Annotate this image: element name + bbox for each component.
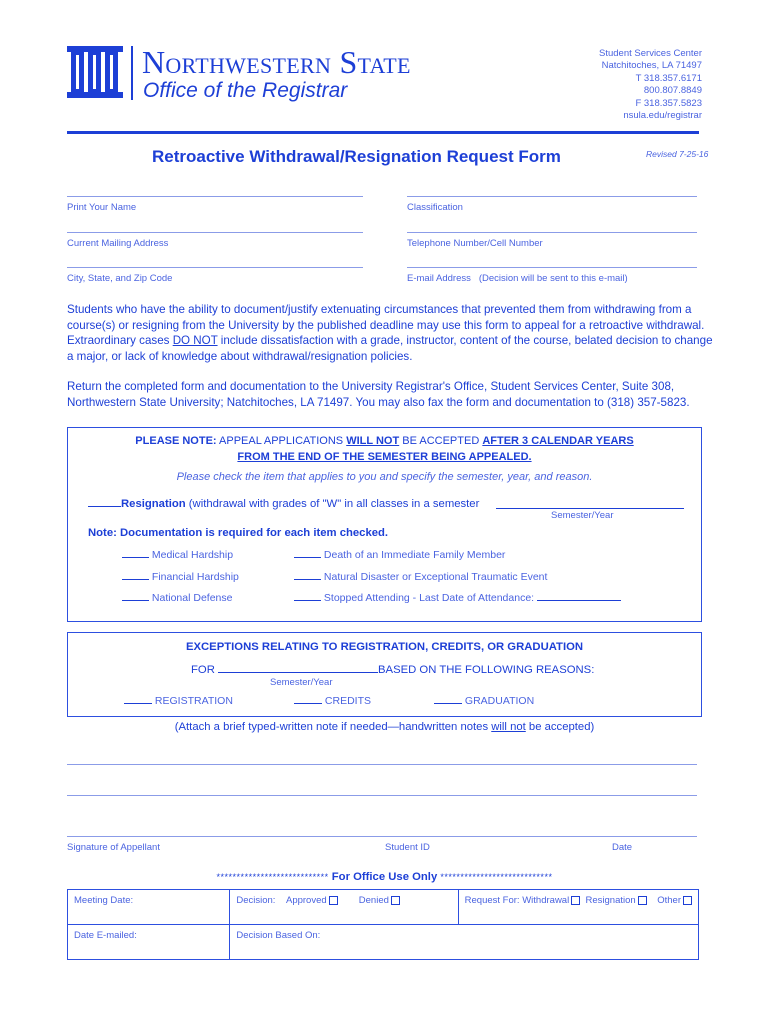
- checkbox-blank[interactable]: [434, 695, 462, 704]
- approved-checkbox[interactable]: [329, 896, 338, 905]
- resignation-desc: (withdrawal with grades of "W" in all classes in a semester: [185, 498, 480, 510]
- exceptions-for-row: [191, 662, 594, 676]
- option-label: REGISTRATION: [154, 695, 233, 707]
- note-text: APPEAL APPLICATIONS: [216, 435, 347, 447]
- contact-line: nsula.edu/registrar: [623, 110, 702, 122]
- decision-label: Decision:: [236, 895, 276, 906]
- decision-based-on-cell[interactable]: [230, 925, 699, 960]
- city-state-zip-label: City, State, and Zip Code: [67, 273, 173, 284]
- contact-line: Student Services Center: [599, 48, 702, 59]
- option-label: CREDITS: [324, 695, 372, 707]
- item-label: Financial Hardship: [151, 571, 239, 583]
- office-use-table: [67, 889, 699, 960]
- natural-disaster-item: [294, 571, 547, 583]
- denied-label: Denied: [358, 895, 389, 906]
- item-label: Death of an Immediate Family Member: [323, 549, 506, 561]
- header-rule: [67, 131, 699, 134]
- note-text: BE ACCEPTED: [399, 435, 483, 447]
- denied-checkbox[interactable]: [391, 896, 400, 905]
- financial-hardship-item: [122, 571, 239, 583]
- resignation-semester-label: Semester/Year: [551, 510, 614, 521]
- stars-decoration: ****************************: [440, 872, 553, 882]
- note-line[interactable]: [67, 764, 697, 765]
- checkbox-blank[interactable]: [122, 549, 149, 558]
- medical-hardship-item: [122, 549, 233, 561]
- contact-line: Natchitoches, LA 71497: [601, 60, 702, 72]
- date-label: Date: [612, 842, 633, 853]
- email-line[interactable]: [407, 267, 697, 268]
- other-label: Other: [657, 895, 681, 906]
- withdrawal-checkbox[interactable]: [571, 896, 580, 905]
- graduation-option: [434, 695, 534, 707]
- checkbox-blank[interactable]: [122, 592, 149, 601]
- resignation-row: [88, 496, 479, 510]
- stopped-attending-item: [294, 592, 621, 604]
- option-label: GRADUATION: [464, 695, 535, 707]
- do-not-emphasis: DO NOT: [172, 334, 218, 348]
- contact-block: [599, 48, 702, 122]
- stars-decoration: ****************************: [216, 872, 329, 882]
- signature-line[interactable]: [67, 836, 697, 837]
- mailing-address-label: Current Mailing Address: [67, 238, 169, 249]
- will-not-emphasis: WILL NOT: [346, 435, 400, 447]
- exceptions-semester-label: Semester/Year: [270, 677, 333, 688]
- date-emailed-label: Date E-mailed:: [74, 930, 137, 941]
- national-defense-item: [122, 592, 232, 604]
- instructions-paragraph: [67, 302, 717, 364]
- university-logo: [67, 46, 123, 98]
- based-on-label: BASED ON THE FOLLOWING REASONS:: [378, 664, 595, 676]
- checkbox-blank[interactable]: [124, 695, 152, 704]
- instructions-text: include dissatisfaction with a grade, instructor, content of the course, belated decision to change a major, or lack of knowledge about withdrawal/resignation policies.: [67, 334, 713, 363]
- meeting-date-cell[interactable]: [68, 890, 230, 925]
- instructions-text: Students who have the ability to document/justify extenuating circumstances that prevented them from withdrawing from a course(s) or resigning from the University by the published deadline may use this form to appeal for a retroactive withdrawal. Extraordinary cases: [67, 303, 705, 348]
- exceptions-semester-blank[interactable]: [218, 662, 378, 673]
- resignation-check-blank[interactable]: [88, 496, 121, 507]
- item-label: National Defense: [151, 592, 233, 604]
- return-paragraph: Return the completed form and documentation to the University Registrar's Office, Student Services Center, Suite 308, Northwestern State University; Natchitoches, LA 71497. You may also fax the form and documentation to (318) 357-5823.: [67, 380, 690, 409]
- exceptions-title: EXCEPTIONS RELATING TO REGISTRATION, CREDITS, OR GRADUATION: [185, 641, 584, 653]
- decision-cell: [230, 890, 458, 925]
- attach-text: be accepted): [525, 721, 595, 733]
- office-use-heading: [67, 871, 702, 883]
- telephone-line[interactable]: [407, 232, 697, 233]
- credits-option: [294, 695, 371, 707]
- attach-text: (Attach a brief typed-written note if needed—handwritten notes: [174, 721, 492, 733]
- email-label: E-mail Address: [407, 273, 471, 284]
- approved-label: Approved: [285, 895, 327, 906]
- meeting-date-label: Meeting Date:: [74, 895, 134, 906]
- resignation-checkbox[interactable]: [638, 896, 647, 905]
- documentation-note: Note: Documentation is required for each item checked.: [88, 527, 389, 539]
- city-state-zip-line[interactable]: [67, 267, 363, 268]
- contact-line: T 318.357.6171: [635, 72, 702, 84]
- form-title: Retroactive Withdrawal/Resignation Request Form: [152, 147, 561, 166]
- office-use-title: For Office Use Only: [331, 871, 438, 883]
- resignation-semester-line[interactable]: [496, 508, 684, 509]
- for-label: FOR: [191, 664, 215, 676]
- item-label: Medical Hardship: [151, 549, 234, 561]
- please-note-line2: FROM THE END OF THE SEMESTER BEING APPEALED.: [237, 451, 532, 463]
- checkbox-blank[interactable]: [294, 695, 322, 704]
- contact-line: 800.807.8849: [643, 85, 702, 97]
- checkbox-blank[interactable]: [294, 592, 321, 601]
- student-id-label: Student ID: [385, 842, 430, 853]
- death-family-item: [294, 549, 505, 561]
- will-not-emphasis: will not: [491, 721, 526, 733]
- check-instruction: Please check the item that applies to you and specify the semester, year, and reason.: [176, 471, 593, 483]
- revised-date: Revised 7-25-16: [646, 149, 709, 159]
- request-for-label: Request For:: [464, 895, 520, 906]
- withdrawal-label: Withdrawal: [522, 895, 570, 906]
- checkbox-blank[interactable]: [294, 571, 321, 580]
- classification-label: Classification: [407, 202, 463, 213]
- print-name-label: Print Your Name: [67, 202, 137, 213]
- telephone-label: Telephone Number/Cell Number: [407, 238, 543, 249]
- org-name: Northwestern State: [142, 44, 411, 80]
- email-label-group: [407, 273, 628, 284]
- please-note-line1: [67, 435, 702, 447]
- contact-line: F 318.357.5823: [635, 97, 702, 109]
- other-checkbox[interactable]: [683, 896, 692, 905]
- print-name-line[interactable]: [67, 196, 363, 197]
- item-label: Stopped Attending - Last Date of Attendance:: [323, 592, 535, 604]
- mailing-address-line[interactable]: [67, 232, 363, 233]
- attach-note: [67, 721, 702, 733]
- note-line[interactable]: [67, 795, 697, 796]
- resignation-label: Resignation: [585, 895, 636, 906]
- signature-label: Signature of Appellant: [67, 842, 160, 853]
- after-years-emphasis: AFTER 3 CALENDAR YEARS: [482, 435, 634, 447]
- resignation-label: Resignation: [121, 498, 186, 510]
- registration-option: [124, 695, 233, 707]
- please-note-label: PLEASE NOTE:: [135, 435, 217, 447]
- email-note: (Decision will be sent to this e-mail): [478, 273, 628, 284]
- date-emailed-cell[interactable]: [68, 925, 230, 960]
- item-label: Natural Disaster or Exceptional Traumatic Event: [323, 571, 548, 583]
- request-for-cell: [458, 890, 698, 925]
- classification-line[interactable]: [407, 196, 697, 197]
- decision-based-on-label: Decision Based On:: [236, 930, 321, 941]
- logo-divider: [131, 46, 133, 100]
- checkbox-blank[interactable]: [294, 549, 321, 558]
- last-attendance-blank[interactable]: [537, 592, 621, 601]
- office-name: Office of the Registrar: [143, 79, 348, 102]
- checkbox-blank[interactable]: [122, 571, 149, 580]
